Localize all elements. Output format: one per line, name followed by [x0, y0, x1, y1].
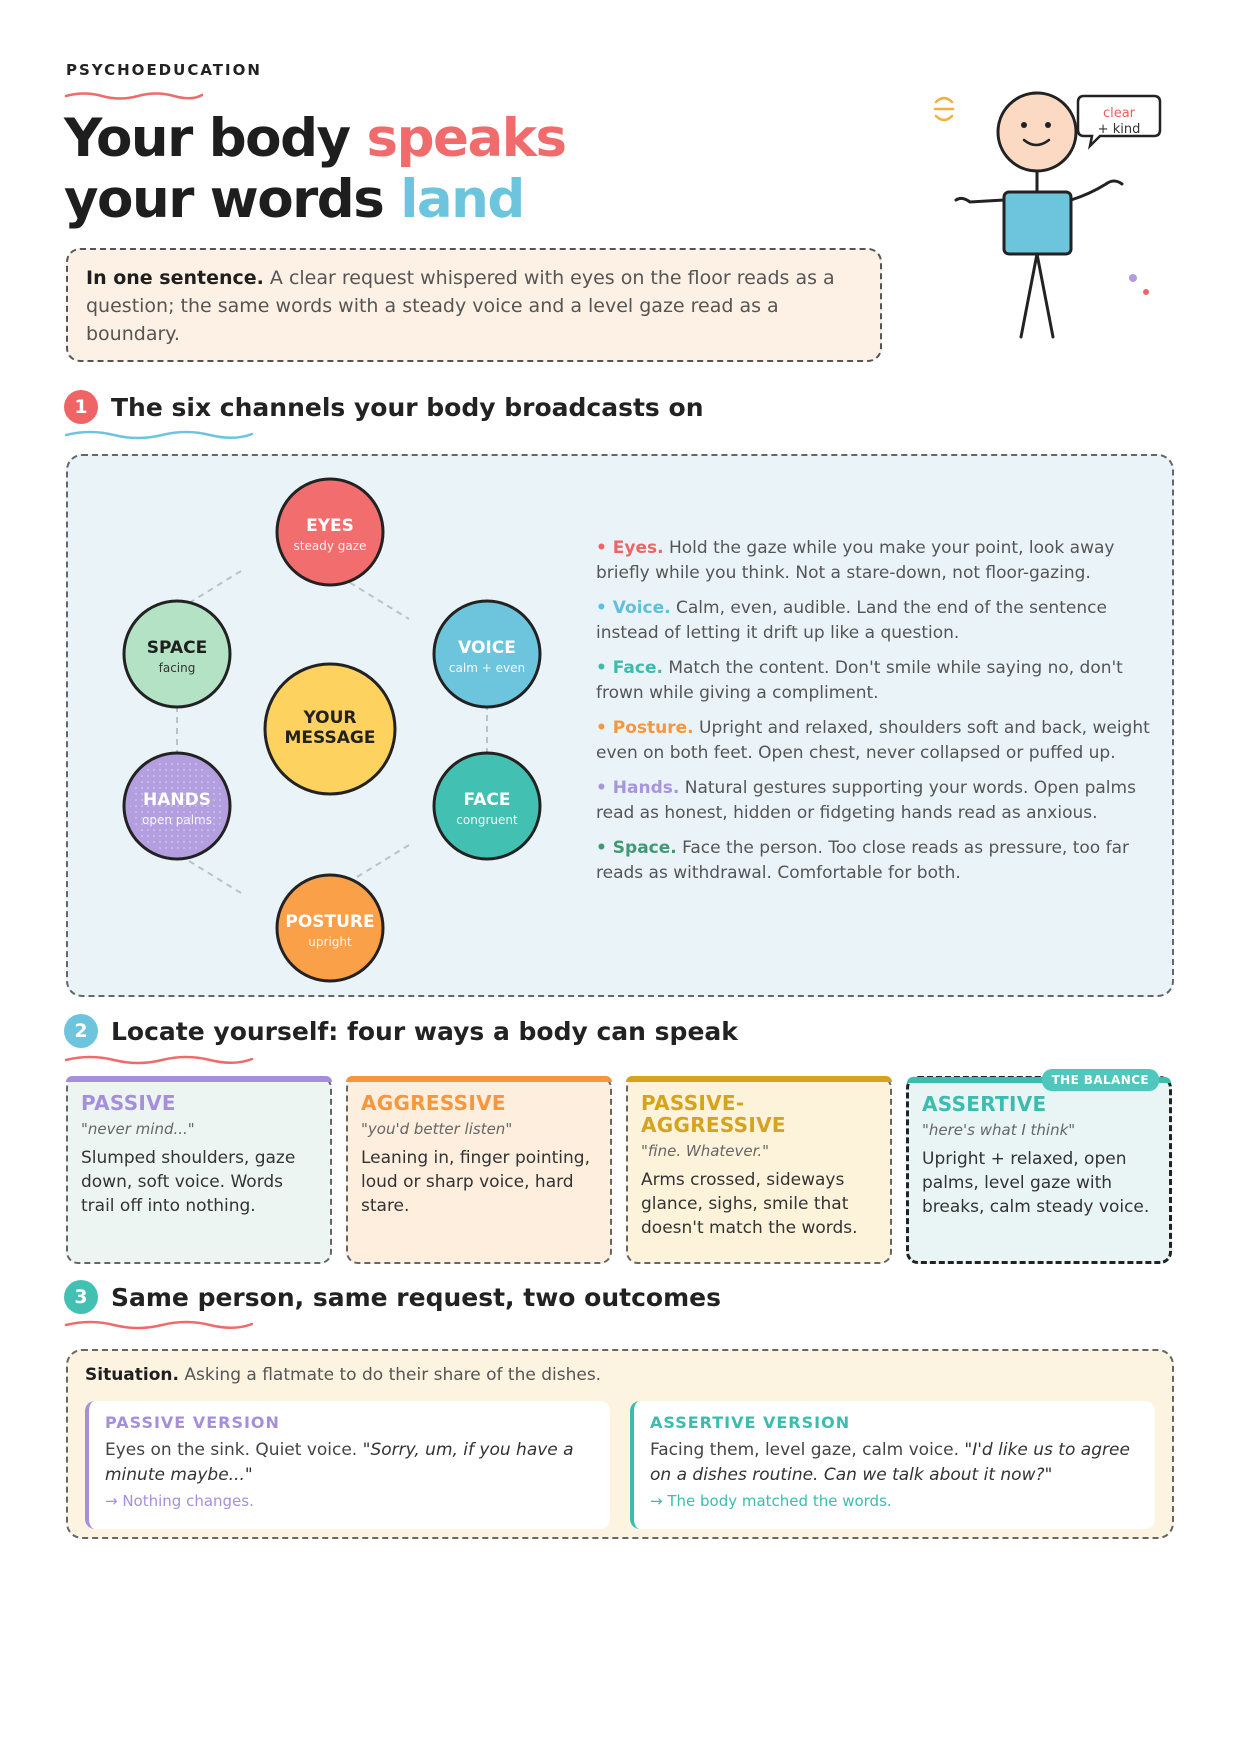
channel-description-item [596, 836, 1156, 886]
situation-lead: Situation. [85, 1365, 179, 1385]
title-part-1: Your body [64, 108, 367, 169]
outcomes-panel [66, 1349, 1174, 1539]
style-card-description: Leaning in, finger pointing, loud or sharp voice, hard stare. [361, 1148, 590, 1216]
eyebrow-label: PSYCHOEDUCATION [66, 61, 262, 79]
channel-key: • Hands. [596, 778, 680, 798]
channels-panel [66, 454, 1174, 997]
style-card-passive [66, 1076, 332, 1264]
title-highlight-land: land [400, 169, 524, 230]
channel-description-item [596, 656, 1156, 706]
style-card-quote: "here's what I think" [922, 1121, 1076, 1139]
figure-body [1004, 192, 1071, 254]
assertive-version-text [650, 1438, 1141, 1488]
channel-descriptions [596, 536, 1156, 896]
channel-text: Match the content. Don't smile while saying no, don't frown while giving a compliment. [596, 658, 1123, 703]
section-3-heading [64, 1280, 721, 1314]
balance-badge: THE BALANCE [1042, 1069, 1159, 1091]
section-number-badge: 1 [64, 390, 98, 424]
section-title: The six channels your body broadcasts on [111, 392, 704, 422]
summary-box [66, 248, 882, 362]
section-3-underline [64, 1318, 254, 1330]
channel-description-item [596, 776, 1156, 826]
style-card-accent-bar [66, 1076, 332, 1082]
style-card-quote: "fine. Whatever." [641, 1142, 770, 1160]
style-card-quote: "never mind..." [81, 1120, 195, 1138]
style-card-title: ASSERTIVE [922, 1092, 1047, 1116]
channel-node-eyes-sublabel: steady gaze [293, 539, 367, 553]
section-number-badge: 2 [64, 1014, 98, 1048]
channel-node-space-sublabel: facing [158, 661, 196, 675]
title-part-2: your words [64, 169, 401, 230]
passive-version-card [85, 1401, 610, 1529]
channel-node-face-sublabel: congruent [456, 813, 518, 827]
section-title: Locate yourself: four ways a body can speak [111, 1016, 738, 1046]
channel-text: Face the person. Too close reads as pressure, too far reads as withdrawal. Comfortable for both. [596, 838, 1129, 883]
channel-node-face-label: FACE [463, 790, 511, 810]
passive-version-text [105, 1438, 596, 1488]
style-card-assertive [906, 1073, 1172, 1264]
style-card-description: Upright + relaxed, open palms, level gaze with breaks, calm steady voice. [922, 1149, 1150, 1217]
channel-node-hands-sublabel: open palms [141, 813, 213, 827]
section-title: Same person, same request, two outcomes [111, 1282, 721, 1312]
channel-text: Natural gestures supporting your words. Open palms read as honest, hidden or fidgeting hands read as anxious. [596, 778, 1136, 823]
channel-node-space-label: SPACE [146, 638, 208, 658]
style-card-accent-bar [626, 1076, 892, 1082]
channel-description-item [596, 716, 1156, 766]
channel-key: • Eyes. [596, 538, 664, 558]
channel-node-voice-sublabel: calm + even [448, 661, 526, 675]
summary-lead: In one sentence. [86, 267, 264, 289]
center-message-line-1: YOUR [303, 708, 357, 728]
style-card-description: Slumped shoulders, gaze down, soft voice. Words trail off into nothing. [81, 1148, 296, 1216]
channel-key: • Space. [596, 838, 677, 858]
situation-description: Asking a flatmate to do their share of the dishes. [178, 1365, 602, 1385]
style-card-aggressive [346, 1076, 612, 1264]
channel-node-posture-label: POSTURE [285, 912, 375, 932]
style-card-title: AGGRESSIVE [361, 1091, 506, 1115]
channel-node-hands-label: HANDS [143, 790, 211, 810]
situation-text [85, 1365, 601, 1385]
channel-text: Hold the gaze while you make your point, look away briefly while you think. Not a stare-down, not floor-gazing. [596, 538, 1115, 583]
assertive-version-card [630, 1401, 1155, 1529]
style-card-description: Arms crossed, sideways glance, sighs, smile that doesn't match the words. [641, 1170, 858, 1238]
section-1-underline [64, 428, 254, 440]
assertive-version-title: ASSERTIVE VERSION [650, 1413, 851, 1432]
channel-key: • Posture. [596, 718, 694, 738]
channel-node-posture-sublabel: upright [308, 935, 352, 949]
channel-key: • Face. [596, 658, 663, 678]
style-card-quote: "you'd better listen" [361, 1120, 513, 1138]
style-card-passive-aggressive [626, 1076, 892, 1264]
section-2-heading [64, 1014, 738, 1048]
passive-version-quote: "Sorry, um, if you have a minute maybe..." [105, 1440, 574, 1485]
page-title [64, 108, 566, 230]
channel-text: Calm, even, audible. Land the end of the sentence instead of letting it drift up like a question. [596, 598, 1107, 643]
passive-version-title: PASSIVE VERSION [105, 1413, 280, 1432]
style-card-title: PASSIVE [81, 1091, 176, 1115]
channel-key: • Voice. [596, 598, 671, 618]
passive-version-outcome: → Nothing changes. [105, 1492, 254, 1510]
figure-head [998, 93, 1076, 171]
channel-description-item [596, 536, 1156, 586]
speech-bubble [1078, 96, 1160, 146]
assertive-version-description: Facing them, level gaze, calm voice. [650, 1440, 965, 1460]
eyebrow-underline [64, 90, 204, 100]
bubble-text-line-1: clear [1102, 106, 1136, 121]
channel-description-item [596, 596, 1156, 646]
title-highlight-speaks: speaks [366, 108, 566, 169]
style-card-title: PASSIVE- AGGRESSIVE [641, 1091, 786, 1137]
communication-styles [66, 1073, 1176, 1266]
passive-version-description: Eyes on the sink. Quiet voice. [105, 1440, 363, 1460]
channel-node-voice-label: VOICE [458, 638, 516, 658]
sparkle-icon [935, 98, 953, 120]
channels-diagram [68, 456, 548, 999]
style-card-accent-bar [346, 1076, 612, 1082]
assertive-version-outcome: → The body matched the words. [650, 1492, 892, 1510]
channel-node-eyes-label: EYES [306, 516, 354, 536]
bubble-text-line-2: + kind [1097, 122, 1141, 137]
center-message-line-2: MESSAGE [284, 728, 376, 748]
section-1-heading [64, 390, 704, 424]
section-2-underline [64, 1053, 254, 1065]
assertive-version-quote: "I'd like us to agree on a dishes routine. Can we talk about it now?" [650, 1440, 1130, 1485]
summary-text: A clear request whispered with eyes on the floor reads as a question; the same words with a steady voice and a level gaze read as a boundary. [86, 267, 835, 345]
section-number-badge: 3 [64, 1280, 98, 1314]
channel-text: Upright and relaxed, shoulders soft and back, weight even on both feet. Open chest, never collapsed or puffed up. [596, 718, 1150, 763]
